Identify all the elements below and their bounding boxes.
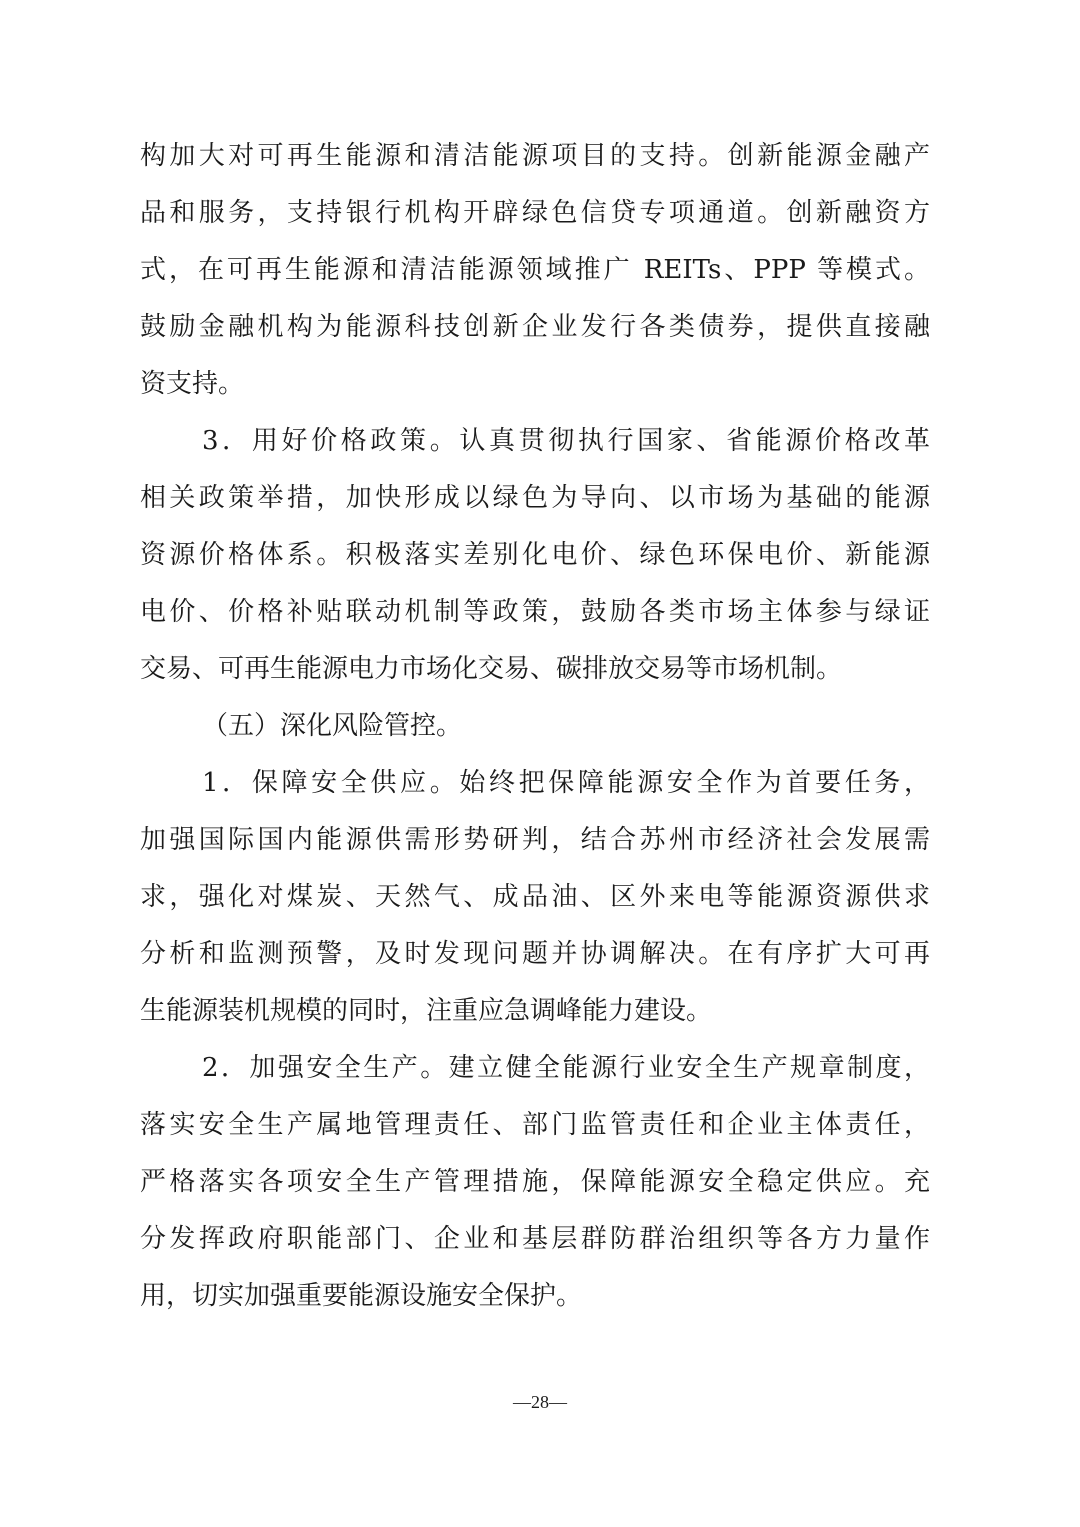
body-text xyxy=(140,128,930,1325)
page-number: —28— xyxy=(513,1392,567,1412)
text-line: 2．加强安全生产。建立健全能源行业安全生产规章制度， xyxy=(202,1053,930,1083)
text-line: 严格落实各项安全生产管理措施，保障能源安全稳定供应。充 xyxy=(140,1167,930,1197)
text-line: 相关政策举措，加快形成以绿色为导向、以市场为基础的能源 xyxy=(140,483,930,513)
text-line: 生能源装机规模的同时，注重应急调峰能力建设。 xyxy=(140,996,713,1026)
text-line: 加强国际国内能源供需形势研判，结合苏州市经济社会发展需 xyxy=(140,825,930,855)
text-line: 交易、可再生能源电力市场化交易、碳排放交易等市场机制。 xyxy=(140,654,843,684)
text-line: 1．保障安全供应。始终把保障能源安全作为首要任务， xyxy=(202,768,930,798)
text-line: 落实安全生产属地管理责任、部门监管责任和企业主体责任， xyxy=(140,1110,930,1140)
text-line: 求，强化对煤炭、天然气、成品油、区外来电等能源资源供求 xyxy=(140,882,930,912)
text-line: 鼓励金融机构为能源科技创新企业发行各类债券，提供直接融 xyxy=(140,312,930,342)
text-line: 资支持。 xyxy=(140,369,245,399)
section-heading: （五）深化风险管控。 xyxy=(202,711,463,741)
text-line: 用，切实加强重要能源设施安全保护。 xyxy=(140,1281,583,1311)
text-line: 3．用好价格政策。认真贯彻执行国家、省能源价格改革 xyxy=(202,426,930,456)
text-line: 构加大对可再生能源和清洁能源项目的支持。创新能源金融产 xyxy=(140,141,930,171)
text-line: 式，在可再生能源和清洁能源领域推广 REITs、PPP 等模式。 xyxy=(140,255,930,285)
text-line: 资源价格体系。积极落实差别化电价、绿色环保电价、新能源 xyxy=(140,540,930,570)
text-line: 电价、价格补贴联动机制等政策，鼓励各类市场主体参与绿证 xyxy=(140,597,930,627)
text-line: 分析和监测预警，及时发现问题并协调解决。在有序扩大可再 xyxy=(140,939,930,969)
text-line: 品和服务，支持银行机构开辟绿色信贷专项通道。创新融资方 xyxy=(140,198,930,228)
text-line: 分发挥政府职能部门、企业和基层群防群治组织等各方力量作 xyxy=(140,1224,930,1254)
